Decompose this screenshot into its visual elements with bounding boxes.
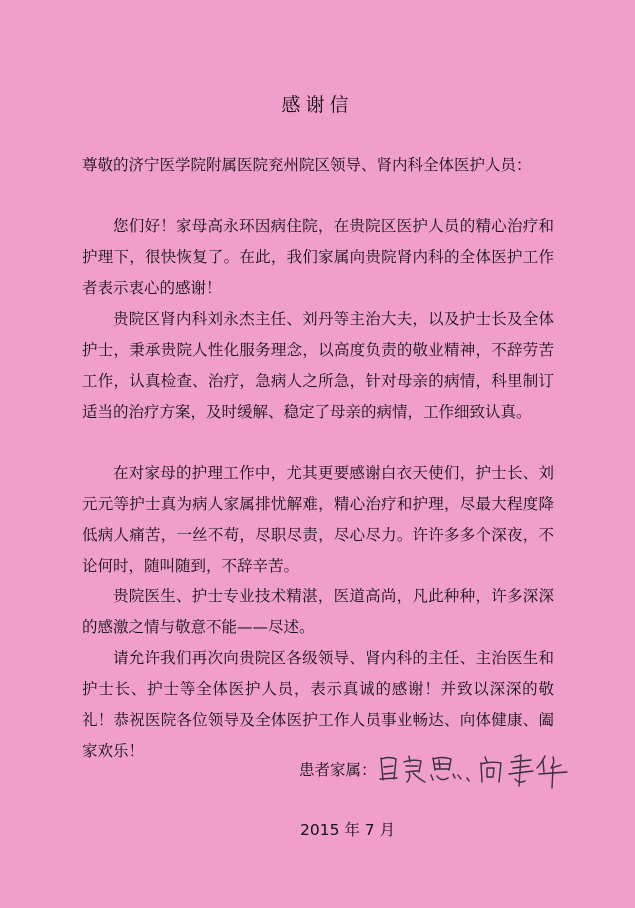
signature-block	[299, 752, 599, 792]
salutation: 尊敬的济宁医学院附属医院兖州院区领导、肾内科全体医护人员：	[82, 156, 532, 174]
paragraph-closing: 请允许我们再次向贵院区各级领导、肾内科的主任、主治医生和护士长、护士等全体医护人员，表示真诚的感谢！并致以深深的敬礼！恭祝医院各位领导及全体医护工作人员事业畅达、向体健康、阖家欢乐！	[82, 649, 554, 760]
paragraph-nurses: 在对家母的护理工作中，尤其更要感谢白衣天使们，护士长、刘元元等护士真为病人家属排忧解难，精心治疗和护理，尽最大程度降低病人痛苦，一丝不苟，尽职尽责，尽心尽力。许许多多个深夜，不论何时，随叫随到，不辞辛苦。	[82, 464, 554, 575]
signature-label: 患者家属：	[299, 761, 377, 779]
paragraph-doctors: 贵院区肾内科刘永杰主任、刘丹等主治大夫，以及护士长及全体护士，秉承贵院人性化服务理念，以高度负责的敬业精神，不辞劳苦工作，认真检查、治疗，急病人之所急，针对母亲的病情，科里制订适当的治疗方案，及时缓解、稳定了母亲的病情，工作细致认真。	[82, 310, 554, 421]
letter-title: 感谢信	[281, 94, 354, 116]
letter-date: 2015 年 7 月	[300, 821, 396, 839]
handwritten-signature	[369, 748, 584, 790]
paragraph-praise: 贵院医生、护士专业技术精湛，医道高尚，凡此种种，许多深深的感激之情与敬意不能——尽述。	[82, 587, 554, 636]
paragraph-greeting: 您们好！家母高永环因病住院，在贵院区医护人员的精心治疗和护理下，很快恢复了。在此，我们家属向贵院肾内科的全体医护工作者表示衷心的感谢！	[82, 217, 554, 297]
